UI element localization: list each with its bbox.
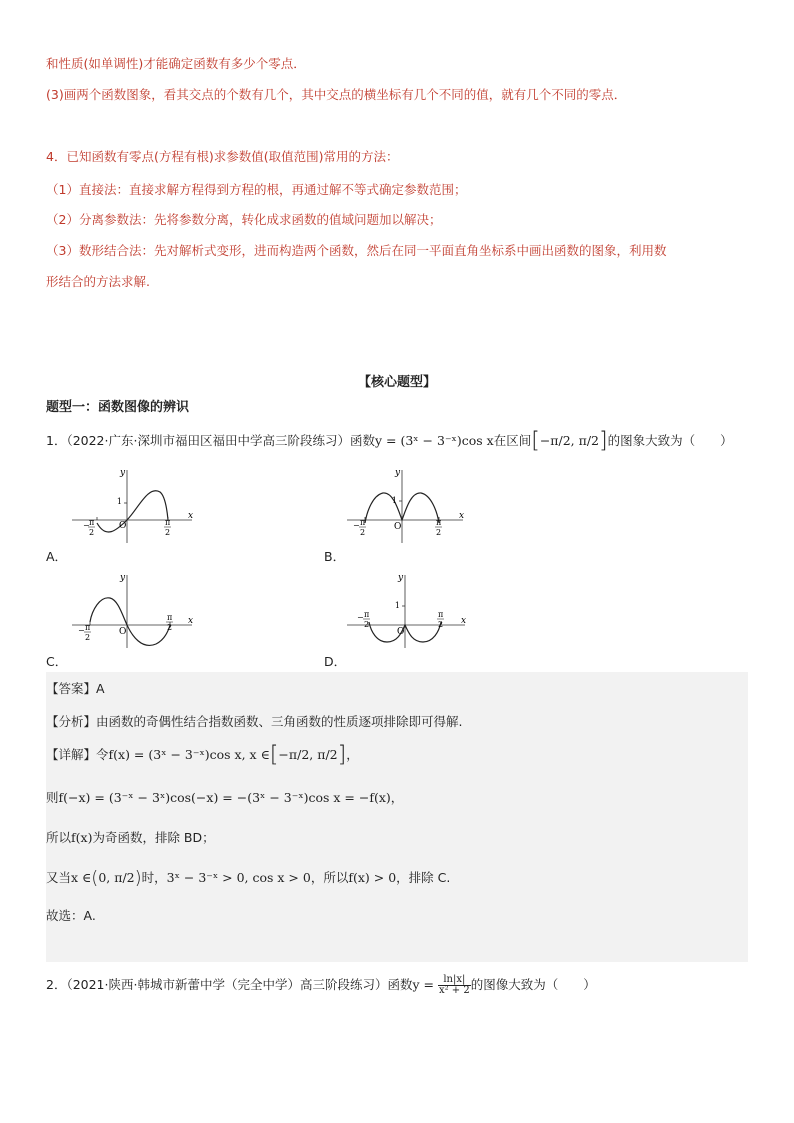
option-d-one: 1 xyxy=(394,601,400,610)
option-c-origin: O xyxy=(119,627,127,637)
q2-denominator: x² + 2 xyxy=(438,985,470,996)
option-c-graph[interactable] xyxy=(70,570,200,650)
option-a-neg-two: 2 xyxy=(89,528,95,537)
detail-line xyxy=(46,742,359,768)
q1-formula: y = (3ˣ − 3⁻ˣ)cos x xyxy=(374,433,494,448)
step3-line xyxy=(46,829,215,847)
option-b-y-label: y xyxy=(395,468,401,478)
q1-interval-sep: , xyxy=(570,433,579,448)
option-d-label[interactable]: D． xyxy=(324,654,347,669)
step2-prefix: 则 xyxy=(46,790,59,805)
answer-line: 【答案】A xyxy=(46,681,105,696)
step3-suffix: 为奇函数，排除 BD； xyxy=(92,830,215,845)
detail-interval-sep: , xyxy=(309,747,318,762)
option-d-y-label: y xyxy=(398,573,404,583)
option-c-y-label: y xyxy=(120,573,126,583)
core-title: 【核心题型】 xyxy=(357,375,436,390)
option-c-plot xyxy=(70,570,200,650)
step4-formula-a: x ∈ xyxy=(71,870,92,885)
option-b-x-label: x xyxy=(459,511,465,521)
q2-formula-lhs: y = xyxy=(412,977,434,992)
option-b-pos-two: 2 xyxy=(436,528,442,537)
option-b-neg-pi: π xyxy=(360,518,366,527)
step4-prefix: 又当 xyxy=(46,870,72,885)
detail-comma: ， xyxy=(346,747,359,762)
option-c-neg-sign: − xyxy=(78,626,85,635)
q1-interval-right: π/2 xyxy=(578,433,600,448)
type-heading: 题型一：函数图像的辨识 xyxy=(46,400,190,415)
step4-suffix: ，排除 C. xyxy=(396,870,451,885)
q2-prefix: 2．（2021·陕西·韩城市新蕾中学（完全中学）高三阶段练习）函数 xyxy=(46,977,413,992)
q1-bracket-left: [ xyxy=(531,428,540,454)
option-a-plot xyxy=(70,465,200,545)
option-a-y-label: y xyxy=(120,468,126,478)
step3-prefix: 所以 xyxy=(46,830,72,845)
option-a-origin: O xyxy=(119,521,127,531)
section4-item-2: （2）分离参数法：先将参数分离，转化成求函数的值域问题加以解决； xyxy=(46,212,442,227)
section4-item-4: 形结合的方法求解. xyxy=(46,274,150,289)
section4-heading: 4．已知函数有零点(方程有根)求参数值(取值范围)常用的方法： xyxy=(46,149,399,164)
q1-bracket-right: ] xyxy=(599,428,608,454)
option-c-label[interactable]: C． xyxy=(46,654,68,669)
step2-line xyxy=(46,789,403,807)
option-a-pos-pi: π xyxy=(165,518,171,527)
detail-formula: f(x) = (3ˣ − 3⁻ˣ)cos x, x ∈ xyxy=(108,747,270,762)
option-a-graph[interactable] xyxy=(70,465,200,545)
option-c-pos-pi: π xyxy=(167,613,173,622)
option-b-neg-two: 2 xyxy=(360,528,366,537)
option-b-graph[interactable] xyxy=(345,465,475,545)
detail-interval-left: −π/2 xyxy=(278,747,310,762)
option-c-x-label: x xyxy=(188,616,194,626)
step4-mid2: ，所以 xyxy=(310,870,349,885)
option-d-origin: O xyxy=(397,627,405,637)
intro-line-1: 和性质(如单调性)才能确定函数有多少个零点． xyxy=(46,56,306,71)
q2-fraction xyxy=(438,975,471,996)
step4-formula-c: f(x) > 0 xyxy=(348,870,397,885)
option-a-neg-sign: − xyxy=(83,521,90,530)
option-d-neg-pi: π xyxy=(364,610,370,619)
step4-paren-left: ( xyxy=(91,867,99,889)
detail-prefix: 【详解】令 xyxy=(46,747,109,762)
step2-suffix: ， xyxy=(390,790,404,805)
step4-formula-b: 3ˣ − 3⁻ˣ > 0, cos x > 0 xyxy=(166,870,311,885)
q1-interval-left: −π/2 xyxy=(539,433,571,448)
section4-item-1: （1）直接法：直接求解方程得到方程的根，再通过解不等式确定参数范围； xyxy=(46,182,467,197)
step4-interval: 0, π/2 xyxy=(98,870,135,885)
option-b-plot xyxy=(345,465,475,545)
option-a-pos-two: 2 xyxy=(165,528,171,537)
q1-mid: 在区间 xyxy=(493,433,532,448)
option-d-x-label: x xyxy=(461,616,467,626)
step2-formula: f(−x) = (3⁻ˣ − 3ˣ)cos(−x) = −(3ˣ − 3⁻ˣ)cos x = −f(x) xyxy=(58,790,391,805)
detail-interval-right: π/2 xyxy=(317,747,338,762)
question-2 xyxy=(46,975,596,996)
question-1 xyxy=(46,428,733,454)
option-a-one: 1 xyxy=(116,497,122,506)
option-b-pos-pi: π xyxy=(436,518,442,527)
option-d-pos-two: 2 xyxy=(438,620,444,629)
detail-bracket-left: [ xyxy=(269,742,279,768)
q1-suffix: 的图象大致为（ ） xyxy=(607,433,733,448)
option-d-neg-two: 2 xyxy=(364,620,370,629)
conclusion-line: 故选：A. xyxy=(46,908,96,923)
analysis-line: 【分析】由函数的奇偶性结合指数函数、三角函数的性质逐项排除即可得解. xyxy=(46,714,463,729)
intro-line-2: (3)画两个函数图象，看其交点的个数有几个，其中交点的横坐标有几个不同的值，就有几个不同的零点． xyxy=(46,87,627,102)
option-b-origin: O xyxy=(394,522,402,532)
option-d-neg-sign: − xyxy=(357,613,364,622)
q2-numerator: ln|x| xyxy=(438,975,471,986)
option-c-neg-two: 2 xyxy=(85,633,91,642)
option-c-neg-pi: π xyxy=(85,623,91,632)
option-d-pos-pi: π xyxy=(438,610,444,619)
step4-line xyxy=(46,869,450,888)
option-a-x-label: x xyxy=(188,511,194,521)
step4-mid: 时， xyxy=(141,870,167,885)
option-a-label[interactable]: A． xyxy=(46,549,68,564)
q1-prefix: 1．（2022·广东·深圳市福田区福田中学高三阶段练习）函数 xyxy=(46,433,375,448)
option-d-graph[interactable] xyxy=(345,570,475,650)
option-b-label[interactable]: B． xyxy=(324,549,346,564)
option-d-plot xyxy=(345,570,475,650)
option-a-neg-pi: π xyxy=(89,518,95,527)
detail-bracket-right: ] xyxy=(337,742,347,768)
option-b-one: 1 xyxy=(391,496,397,505)
option-b-neg-sign: − xyxy=(353,521,360,530)
q2-suffix: 的图像大致为（ ） xyxy=(470,977,596,992)
step4-paren-right: ) xyxy=(134,867,142,889)
section4-item-3: （3）数形结合法：先对解析式变形，进而构造两个函数，然后在同一平面直角坐标系中画出函数的图象，利用数 xyxy=(46,243,667,258)
option-c-pos-two: 2 xyxy=(167,623,173,632)
step3-formula: f(x) xyxy=(71,830,93,845)
